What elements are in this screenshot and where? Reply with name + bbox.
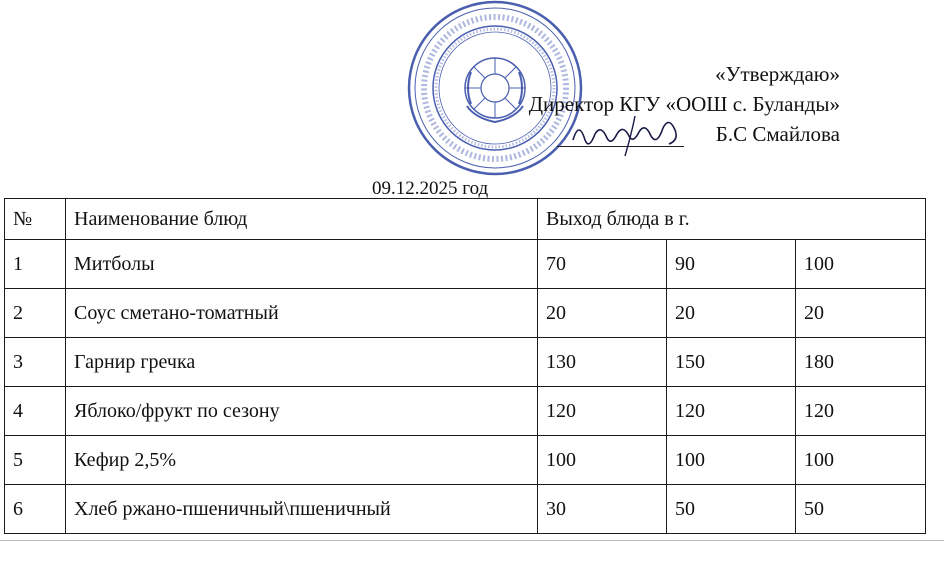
page-bottom-edge xyxy=(0,540,944,541)
menu-table xyxy=(4,198,926,534)
official-seal-icon xyxy=(405,0,585,178)
weight-2: 120 xyxy=(667,387,796,436)
weight-1: 120 xyxy=(538,387,667,436)
table-row xyxy=(5,387,926,436)
dish-name: Гарнир гречка xyxy=(66,338,538,387)
row-number: 6 xyxy=(5,485,66,534)
approval-director: Директор КГУ «ООШ с. Буланды» xyxy=(528,92,840,116)
header-dish-name: Наименование блюд xyxy=(66,199,538,240)
weight-2: 90 xyxy=(667,240,796,289)
dish-name: Митболы xyxy=(66,240,538,289)
row-number: 1 xyxy=(5,240,66,289)
weight-3: 100 xyxy=(796,240,926,289)
approval-signatory: Б.С Смайлова xyxy=(715,122,840,146)
dish-name: Соус сметано-томатный xyxy=(66,289,538,338)
weight-2: 100 xyxy=(667,436,796,485)
weight-3: 50 xyxy=(796,485,926,534)
table-row xyxy=(5,436,926,485)
dish-name: Хлеб ржано-пшеничный\пшеничный xyxy=(66,485,538,534)
row-number: 3 xyxy=(5,338,66,387)
header-number: № xyxy=(5,199,66,240)
weight-3: 100 xyxy=(796,436,926,485)
table-row xyxy=(5,485,926,534)
weight-3: 20 xyxy=(796,289,926,338)
table-row xyxy=(5,338,926,387)
header-portion-weight: Выход блюда в г. xyxy=(538,199,926,240)
weight-1: 20 xyxy=(538,289,667,338)
weight-1: 70 xyxy=(538,240,667,289)
weight-1: 30 xyxy=(538,485,667,534)
weight-3: 120 xyxy=(796,387,926,436)
dish-name: Кефир 2,5% xyxy=(66,436,538,485)
handwritten-signature-icon xyxy=(565,110,690,160)
weight-2: 150 xyxy=(667,338,796,387)
weight-3: 180 xyxy=(796,338,926,387)
table-row xyxy=(5,240,926,289)
row-number: 4 xyxy=(5,387,66,436)
document-date: 09.12.2025 год xyxy=(372,178,489,199)
weight-1: 130 xyxy=(538,338,667,387)
weight-2: 50 xyxy=(667,485,796,534)
row-number: 2 xyxy=(5,289,66,338)
row-number: 5 xyxy=(5,436,66,485)
dish-name: Яблоко/фрукт по сезону xyxy=(66,387,538,436)
table-row xyxy=(5,289,926,338)
weight-2: 20 xyxy=(667,289,796,338)
approval-title: «Утверждаю» xyxy=(715,62,840,86)
weight-1: 100 xyxy=(538,436,667,485)
table-header-row xyxy=(5,199,926,240)
